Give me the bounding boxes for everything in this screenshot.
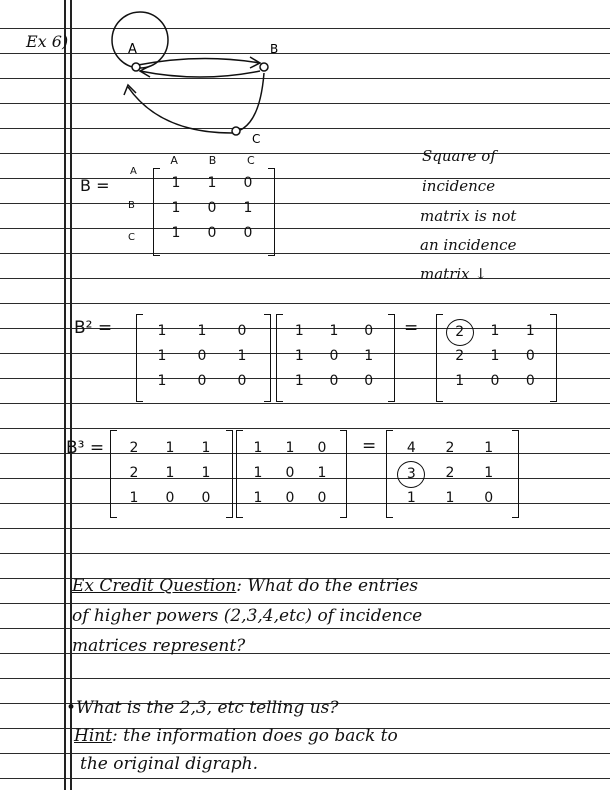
question-line-1: [72, 576, 418, 596]
question-line-2: of higher powers (2,3,4,etc) of incidence: [72, 606, 423, 626]
matrix-cell: 0: [364, 373, 374, 389]
matrix-bracket: [388, 314, 395, 402]
row-header: B: [128, 200, 135, 211]
col-header: A: [170, 154, 178, 167]
matrix-cell: 2: [129, 465, 139, 481]
note-line: incidence: [422, 177, 496, 195]
node-label-C: C: [252, 132, 261, 145]
b3-factor-1: [116, 436, 224, 511]
matrix-cell: 1: [253, 440, 263, 456]
matrix-bracket: [550, 314, 557, 402]
matrix-cell: 1: [406, 490, 416, 506]
matrix-cell: 1: [484, 440, 494, 456]
digraph: [100, 5, 290, 145]
matrix-cell: 0: [243, 175, 253, 191]
matrix-cell: 1: [364, 348, 374, 364]
matrix-cell: 1: [243, 200, 253, 216]
matrix-cell: 1: [525, 323, 535, 339]
matrix-cell: 0: [207, 200, 217, 216]
matrix-cell: 1: [484, 465, 494, 481]
question-heading: Ex Credit Question: [72, 576, 237, 596]
followup-line-1: •What is the 2,3, etc telling us?: [66, 698, 339, 718]
matrix-cell: 1: [455, 373, 465, 389]
b3-label: B³ =: [66, 438, 105, 458]
margin-line: [70, 0, 72, 790]
circled-entry: 3: [397, 461, 425, 488]
node-label-A: A: [128, 42, 137, 57]
matrix-cell: 1: [197, 323, 207, 339]
matrix-cell: 1: [317, 465, 327, 481]
matrix-cell: 0: [329, 348, 339, 364]
question-text: : What do the entries: [236, 576, 419, 596]
matrix-b-label: B =: [80, 176, 110, 195]
matrix-cell: 1: [171, 225, 181, 241]
matrix-cell: 1: [253, 490, 263, 506]
note-line: matrix ↓: [420, 265, 487, 283]
matrix-cell: 0: [197, 348, 207, 364]
matrix-cell: 0: [525, 348, 535, 364]
b2-factor-2: [282, 319, 386, 394]
edge-B-to-A: [140, 71, 260, 77]
matrix-cell: 4: [406, 440, 416, 456]
matrix-bracket: [512, 430, 519, 518]
matrix-cell: 0: [243, 225, 253, 241]
matrix-cell: 2: [455, 348, 465, 364]
matrix-cell: 0: [237, 323, 247, 339]
matrix-cell: 1: [201, 465, 211, 481]
matrix-cell: 0: [317, 440, 327, 456]
matrix-cell: 1: [329, 323, 339, 339]
node-A: [132, 63, 140, 71]
matrix-cell: [442, 319, 477, 344]
matrix-cell: 1: [445, 490, 455, 506]
matrix-cell: 0: [285, 465, 295, 481]
matrix-cell: 0: [329, 373, 339, 389]
matrix-bracket: [340, 430, 347, 518]
matrix-cell: 0: [237, 373, 247, 389]
matrix-cell: 0: [207, 225, 217, 241]
hint-label: Hint: [74, 726, 113, 746]
note-line: matrix is not: [420, 207, 517, 225]
matrix-b: [158, 171, 266, 246]
node-C: [232, 127, 240, 135]
row-header: A: [130, 166, 137, 177]
matrix-cell: 1: [157, 348, 167, 364]
hint-text: : the information does go back to: [112, 726, 398, 746]
col-header: B: [208, 154, 217, 167]
matrix-cell: 0: [490, 373, 500, 389]
b3-result: [392, 436, 508, 511]
col-header: C: [246, 154, 255, 167]
matrix-cell: 1: [165, 440, 175, 456]
matrix-cell: 1: [165, 465, 175, 481]
matrix-b-col-headers: [155, 148, 270, 173]
matrix-cell: 1: [490, 348, 500, 364]
matrix-cell: 1: [285, 440, 295, 456]
matrix-cell: 0: [317, 490, 327, 506]
edge-A-to-B: [138, 58, 260, 65]
matrix-bracket: [268, 168, 275, 256]
matrix-cell: [392, 461, 431, 486]
matrix-cell: 1: [294, 373, 304, 389]
circled-entry: 2: [446, 319, 474, 346]
equals-sign: =: [362, 436, 377, 456]
matrix-cell: 1: [253, 465, 263, 481]
matrix-cell: 1: [157, 373, 167, 389]
matrix-cell: 1: [207, 175, 217, 191]
matrix-cell: 0: [165, 490, 175, 506]
matrix-cell: 1: [129, 490, 139, 506]
b2-factor-1: [142, 319, 262, 394]
node-label-B: B: [270, 42, 279, 56]
example-label: Ex 6): [26, 32, 69, 51]
matrix-cell: 1: [294, 348, 304, 364]
matrix-cell: 1: [171, 175, 181, 191]
matrix-cell: 0: [197, 373, 207, 389]
followup-line-2: [74, 726, 398, 746]
question-line-3: matrices represent?: [72, 636, 246, 656]
matrix-cell: 2: [445, 465, 455, 481]
edge-B-to-C: [238, 73, 264, 131]
matrix-cell: 0: [285, 490, 295, 506]
matrix-cell: 1: [201, 440, 211, 456]
row-header: C: [128, 232, 135, 243]
matrix-cell: 1: [237, 348, 247, 364]
followup-line-3: the original digraph.: [80, 754, 258, 774]
matrix-cell: 1: [171, 200, 181, 216]
matrix-cell: 0: [201, 490, 211, 506]
matrix-cell: 0: [484, 490, 494, 506]
b2-label: B² =: [74, 318, 113, 338]
margin-line: [64, 0, 66, 790]
note-line: Square of: [422, 147, 496, 165]
edge-C-to-A: [128, 87, 232, 133]
matrix-bracket: [226, 430, 233, 518]
node-B: [260, 63, 268, 71]
equals-sign: =: [404, 318, 419, 338]
note-line: an incidence: [420, 236, 517, 254]
b3-factor-2: [242, 436, 338, 511]
matrix-cell: 1: [490, 323, 500, 339]
b2-result: [442, 319, 548, 394]
self-loop-A: [112, 12, 168, 68]
matrix-cell: 2: [445, 440, 455, 456]
matrix-cell: 0: [525, 373, 535, 389]
matrix-cell: 0: [364, 323, 374, 339]
matrix-cell: 1: [157, 323, 167, 339]
matrix-cell: 1: [294, 323, 304, 339]
matrix-cell: 2: [129, 440, 139, 456]
matrix-bracket: [264, 314, 271, 402]
